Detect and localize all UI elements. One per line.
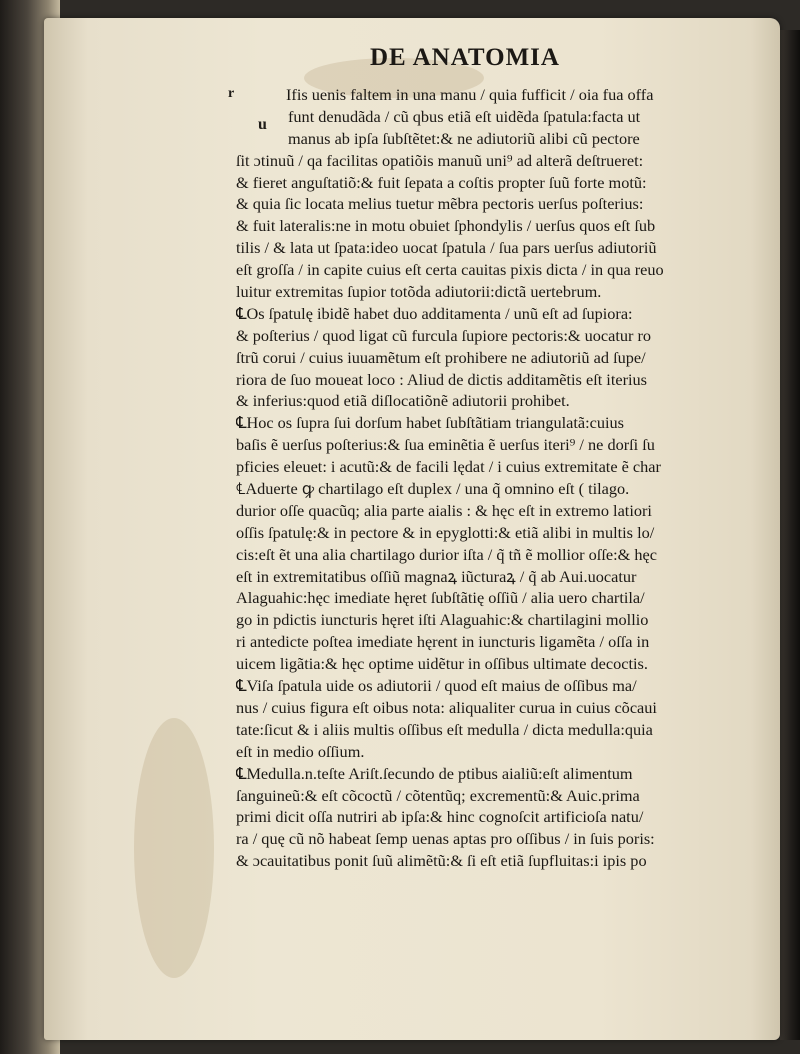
text-line: tate:ſicut & i aliis multis oſſibus eſt medulla / dicta medulla:quia xyxy=(236,719,653,739)
text-line: ri antedicte poſtea imediate hęrent in iuncturis ligamẽta / oſſa in xyxy=(236,632,650,652)
text-line: manus ab ipſa ſubſtẽtet:& ne adiutoriũ alibi cũ pectore xyxy=(288,128,640,148)
text-line: nus / cuius figura eſt oibus nota: aliqualiter curua in cuius cõcaui xyxy=(236,697,657,717)
text-line: ra / quę cũ nõ habeat ſemp uenas aptas pro oſſibus / in ſuis poris: xyxy=(236,829,655,849)
text-line: cis:eſt ẽt una alia chartilago durior iſta / q̃ tñ ẽ mollior oſſe:& hęc xyxy=(236,544,657,564)
text-line: ſanguineũ:& eſt cõcoctũ / cõtentũq; excrementũ:& Auic.prima xyxy=(236,785,640,805)
text-line: & quia ſic locata melius tuetur mẽbra pectoris uerſus poſterius: xyxy=(236,194,644,214)
text-line: riora de ſuo moueat loco : Aliud de dictis additamẽtis eſt iterius xyxy=(236,369,648,389)
text-line: oſſis ſpatulę:& in pectore & in epyglotti:& etiã alibi in multis lo/ xyxy=(236,522,655,542)
text-line: ℄Medulla.n.teſte Ariſt.ſecundo de ptibus aialiũ:eſt alimentum xyxy=(236,763,633,783)
text-line: & ɔcauitatibus ponit ſuũ alimẽtũ:& ſi eſt etiã ſupfluitas:i ipis po xyxy=(236,851,647,871)
text-line: & fuit lateralis:ne in motu obuiet ſphondylis / uerſus quos eſt ſub xyxy=(236,216,656,236)
margin-mark-u: u xyxy=(258,116,267,133)
text-line: ℄Hoc os ſupra ſui dorſum habet ſubſtãtiam triangulatã:cuius xyxy=(236,413,624,433)
text-line: baſis ẽ uerſus poſterius:& ſua eminẽtia ẽ uerſus iteri⁹ / ne dorſi ſu xyxy=(236,435,655,455)
text-line: & poſterius / quod ligat cũ furcula ſupiore pectoris:& uocatur ro xyxy=(236,325,652,345)
text-line: ℄Os ſpatulę ibidẽ habet duo additamenta / unũ eſt ad ſupiora: xyxy=(236,303,633,323)
text-line: primi dicit oſſa nutriri ab ipſa:& hinc cognoſcit artificioſa natu/ xyxy=(236,807,644,827)
text-line: & inferius:quod etiã diſlocatiõnẽ adiutorii prohibet. xyxy=(236,391,570,411)
text-line: eſt groſſa / in capite cuius eſt certa cauitas pixis dicta / in qua reuo xyxy=(236,260,664,280)
text-line: ℄Viſa ſpatula uide os adiutorii / quod eſt maius de oſſibus ma/ xyxy=(236,676,637,696)
paper-stain xyxy=(134,718,214,978)
text-line: funt denudãda / cũ qbus etiã eſt uidẽda ſpatula:facta ut xyxy=(288,106,641,126)
text-line: Ifis uenis faltem in una manu / quia fufficit / oia fua offa xyxy=(286,85,654,104)
body-text xyxy=(236,84,736,872)
text-line: tilis / & lata ut ſpata:ideo uocat ſpatula / ſua pars uerſus adiutoriũ xyxy=(236,238,657,258)
text-line: & fieret anguſtatiõ:& fuit ſepata a coſtis propter ſuũ forte motũ: xyxy=(236,172,647,192)
text-line: durior oſſe quacũq; alia parte aialis : & hęc eſt in extremo latiori xyxy=(236,500,652,520)
page-edge-shadow xyxy=(780,30,800,1040)
text-line: go in pdictis iuncturis hęret iſti Alaguahic:& chartilagini mollio xyxy=(236,610,649,630)
text-line: ſtrũ corui / cuius iuuamẽtum eſt prohibere ne adiutoriũ ad ſupe/ xyxy=(236,347,646,367)
text-line: uicem ligãtia:& hęc optime uidẽtur in oſſibus ultimate decoctis. xyxy=(236,654,648,674)
text-line: luitur extremitas ſupior totõda adiutorii:dictã uertebrum. xyxy=(236,282,602,302)
text-line: ℄Aduerte ꝙ chartilago eſt duplex / una q̃ omnino eſt ( tilago. xyxy=(236,479,630,499)
text-line: ſit ɔtinuũ / qa facilitas opatiõis manuũ uni⁹ ad alterã deſtrueret: xyxy=(236,150,644,170)
text-line: eſt in medio oſſium. xyxy=(236,741,365,761)
text-line: eſt in extremitatibus oſſiũ magnaꝝ iũcturaꝝ / q̃ ab Aui.uocatur xyxy=(236,566,637,586)
text-line: pficies eleuet: i acutũ:& de facili lędat / i cuius extremitate ẽ char xyxy=(236,457,661,477)
text-line: Alaguahic:hęc imediate hęret ſubſtãtię oſſiũ / alia uero chartila/ xyxy=(236,588,645,608)
margin-mark-r: r xyxy=(228,86,235,101)
running-head: DE ANATOMIA xyxy=(370,44,560,71)
